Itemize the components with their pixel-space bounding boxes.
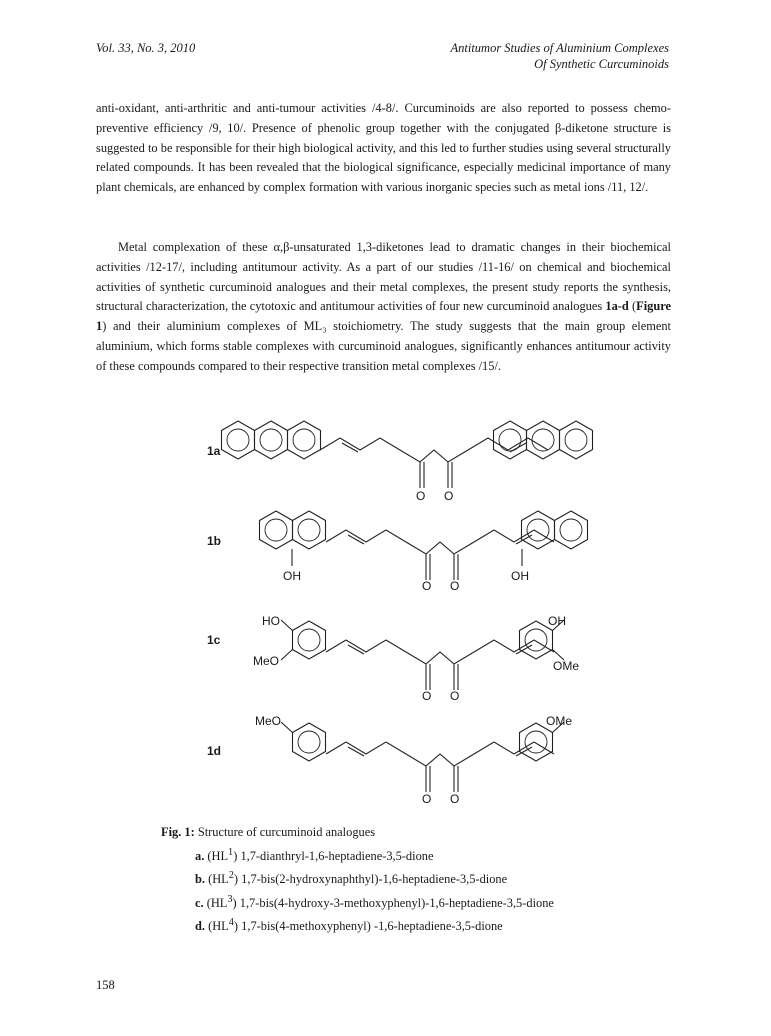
caption-item-sup: 2 — [228, 870, 234, 882]
caption-item-ligand: (HL — [203, 895, 228, 910]
caption-item-sup: 4 — [228, 917, 234, 929]
caption-item-ligand: (HL — [205, 919, 229, 934]
structure-1a — [207, 421, 593, 503]
oxo-label: O — [450, 792, 460, 806]
caption-label: Fig. 1: — [161, 825, 195, 839]
compound-label-1b: 1b — [207, 534, 222, 548]
hydroxyl-label: OH — [283, 569, 301, 583]
caption-item-sup: 3 — [227, 893, 233, 905]
figure-1 — [96, 395, 676, 825]
figure-ref-bold: Figure 1 — [96, 299, 671, 334]
methoxy-label: MeO — [255, 714, 282, 728]
oxo-label: O — [422, 792, 432, 806]
running-header-left: Vol. 33, No. 3, 2010 — [96, 41, 196, 55]
hydroxyl-label: OH — [548, 614, 566, 628]
caption-item-name: ) 1,7-bis(4-hydroxy-3-methoxyphenyl)-1,6-heptadiene-3,5-dione — [232, 895, 554, 910]
caption-item-a — [161, 843, 661, 867]
paragraph-1: anti-oxidant, anti-arthritic and anti-tumour activities /4-8/. Curcuminoids are also reported to possess chemo-preventive efficiency /9, 10/. Presence of phenolic group together with the conjugated β-diketone structure is suggested to be responsible for their high biological activity, and this led to further studies using several structurally related compounds. It has been revealed that the biological significance, especially medicinal importance of many plant chemicals, are enhanced by complex formation with various inorganic species such as metal ions /11, 12/. — [96, 101, 671, 195]
caption-item-d — [161, 913, 661, 937]
caption-item-c — [161, 890, 661, 914]
hydroxyl-label: OH — [511, 569, 529, 583]
methoxy-label: OMe — [546, 714, 573, 728]
caption-item-ligand: (HL — [205, 872, 229, 887]
compound-label-1d: 1d — [207, 744, 222, 758]
paragraph-2-part3: ) and their aluminium complexes of ML₃ stoichiometry. The study suggests that the main group element aluminium, which forms stable complexes with curcuminoid analogues, significantly enhances antitumour activity of these compounds compared to their respective transition metal complexes /15/. — [96, 319, 671, 373]
hydroxyl-label: HO — [262, 614, 280, 628]
caption-title — [161, 823, 661, 843]
oxo-label: O — [422, 689, 432, 703]
curcuminoid-structures — [96, 395, 676, 825]
caption-title-text: Structure of curcuminoid analogues — [194, 825, 376, 839]
oxo-label: O — [422, 579, 432, 593]
caption-item-sup: 1 — [228, 846, 234, 858]
header-title-line2: Of Synthetic Curcuminoids — [534, 57, 669, 71]
caption-item-name: ) 1,7-bis(4-methoxyphenyl) -1,6-heptadiene-3,5-dione — [233, 919, 503, 934]
figure-caption — [161, 823, 661, 937]
paragraph-2-part2: ( — [628, 299, 637, 314]
caption-item-letter: a. — [195, 848, 205, 863]
compound-label-1a: 1a — [207, 444, 221, 458]
oxo-label: O — [450, 579, 460, 593]
caption-item-name: ) 1,7-dianthryl-1,6-heptadiene-3,5-dione — [233, 848, 434, 863]
structure-1b — [207, 511, 588, 593]
paragraph-2-part1: Metal complexation of these α,β-unsaturated 1,3-diketones lead to dramatic changes in their biochemical activities /12-17/, including antitumour activity. As a part of our studies /11-16/ on chemical and biochemical activities of synthetic curcuminoid analogues and their metal complexes, the present study reports the synthesis, structural characterization, the cytotoxic and antitumour activities of four new curcuminoid analogues — [96, 240, 671, 314]
structure-1c — [207, 614, 579, 703]
caption-item-name: ) 1,7-bis(2-hydroxynaphthyl)-1,6-heptadiene-3,5-dione — [233, 872, 508, 887]
structure-1d — [207, 714, 572, 806]
compound-label-1c: 1c — [207, 633, 221, 647]
caption-item-letter: b. — [195, 872, 205, 887]
caption-item-b — [161, 866, 661, 890]
methoxy-label: OMe — [553, 659, 580, 673]
running-header-right — [369, 40, 669, 72]
oxo-label: O — [450, 689, 460, 703]
caption-item-letter: d. — [195, 919, 205, 934]
paragraph-2 — [96, 238, 671, 377]
caption-item-ligand: (HL — [204, 848, 229, 863]
compound-ref-bold: 1a-d — [605, 299, 629, 314]
page-number: 158 — [96, 978, 115, 992]
header-title-line1: Antitumor Studies of Aluminium Complexes — [450, 41, 669, 55]
oxo-label: O — [444, 489, 454, 503]
oxo-label: O — [416, 489, 426, 503]
caption-item-letter: c. — [195, 895, 204, 910]
methoxy-label: MeO — [253, 654, 280, 668]
